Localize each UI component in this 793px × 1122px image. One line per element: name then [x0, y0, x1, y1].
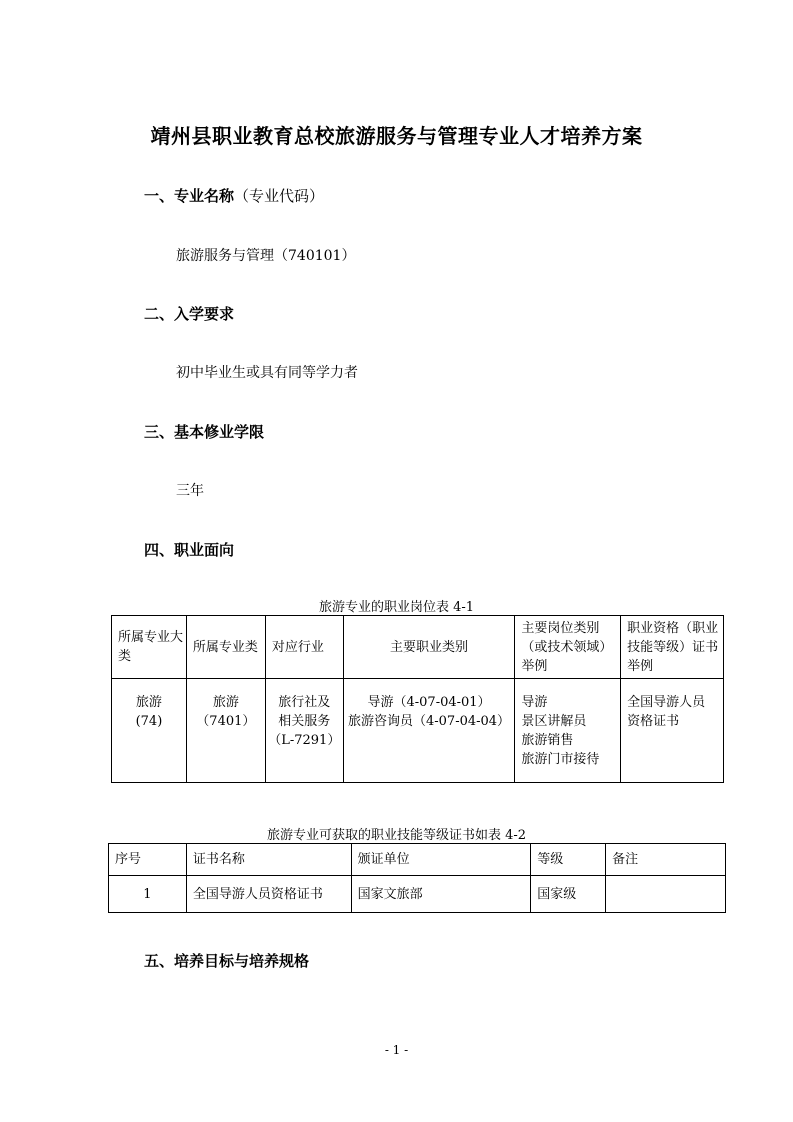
cell-industry-line1: 旅行社及: [278, 694, 331, 710]
cell-subcategory-line1: 旅游: [212, 694, 239, 710]
table-header-row: [109, 844, 726, 876]
occupation-table: [111, 615, 724, 783]
cell-occupation-1: 导游（4-07-04-01）: [367, 694, 491, 710]
page-number: - 1 -: [384, 1043, 409, 1057]
cell-occupation-2: 旅游咨询员（4-07-04-04）: [347, 713, 511, 729]
section-3-content: 三年: [176, 483, 204, 499]
certificate-table: [108, 843, 726, 913]
cell-positions: [515, 679, 621, 783]
document-title: 靖州县职业教育总校旅游服务与管理专业人才培养方案: [150, 124, 643, 148]
cell-occupations: [343, 679, 515, 783]
section-2-heading: 二、入学要求: [144, 305, 235, 323]
table-row: [109, 876, 726, 913]
cell-industry: [265, 679, 343, 783]
cell-industry-line3: （L-7291）: [268, 732, 341, 748]
header-remark: 备注: [606, 844, 726, 876]
header-certificates: 职业资格（职业技能等级）证书举例: [621, 616, 724, 679]
table2-caption: 旅游专业可获取的职业技能等级证书如表 4-2: [266, 828, 527, 843]
header-no: 序号: [109, 844, 187, 876]
cell-industry-line2: 相关服务: [278, 713, 331, 729]
header-issuer: 颁证单位: [351, 844, 531, 876]
cell-certificate-line2: 资格证书: [627, 713, 680, 729]
cell-position-3: 旅游销售: [521, 732, 574, 748]
cell-certificate-line1: 全国导游人员: [627, 694, 706, 710]
cell-position-1: 导游: [521, 694, 548, 710]
header-occupations: 主要职业类别: [343, 616, 515, 679]
cell-name: 全国导游人员资格证书: [186, 876, 351, 913]
cell-issuer: 国家文旅部: [351, 876, 531, 913]
cell-category-line1: 旅游: [135, 694, 162, 710]
cell-no: 1: [109, 876, 187, 913]
header-industry: 对应行业: [265, 616, 343, 679]
cell-remark: [606, 876, 726, 913]
cell-category: [112, 679, 187, 783]
section-1-heading-note: （专业代码）: [234, 187, 325, 205]
cell-subcategory-line2: （7401）: [196, 713, 256, 729]
header-name: 证书名称: [186, 844, 351, 876]
section-5-heading: 五、培养目标与培养规格: [144, 952, 310, 970]
table-header-row: [112, 616, 724, 679]
cell-subcategory: [186, 679, 265, 783]
header-category: 所属专业大类: [112, 616, 187, 679]
cell-level: 国家级: [531, 876, 606, 913]
cell-category-line2: (74): [135, 713, 163, 729]
cell-position-2: 景区讲解员: [521, 713, 587, 729]
section-4-heading: 四、职业面向: [144, 541, 235, 559]
section-1-heading-text: 一、专业名称: [144, 187, 235, 205]
header-positions: 主要岗位类别（或技术领域）举例: [515, 616, 621, 679]
section-2-content: 初中毕业生或具有同等学力者: [176, 365, 358, 381]
cell-certificates: [621, 679, 724, 783]
header-level: 等级: [531, 844, 606, 876]
section-1-heading: [144, 185, 324, 206]
table-row: [112, 679, 724, 783]
section-3-heading: 三、基本修业学限: [144, 423, 265, 441]
header-subcategory: 所属专业类: [186, 616, 265, 679]
section-1-content: 旅游服务与管理（740101）: [176, 248, 356, 264]
cell-position-4: 旅游门市接待: [521, 751, 600, 767]
table1-caption: 旅游专业的职业岗位表 4-1: [318, 600, 475, 615]
